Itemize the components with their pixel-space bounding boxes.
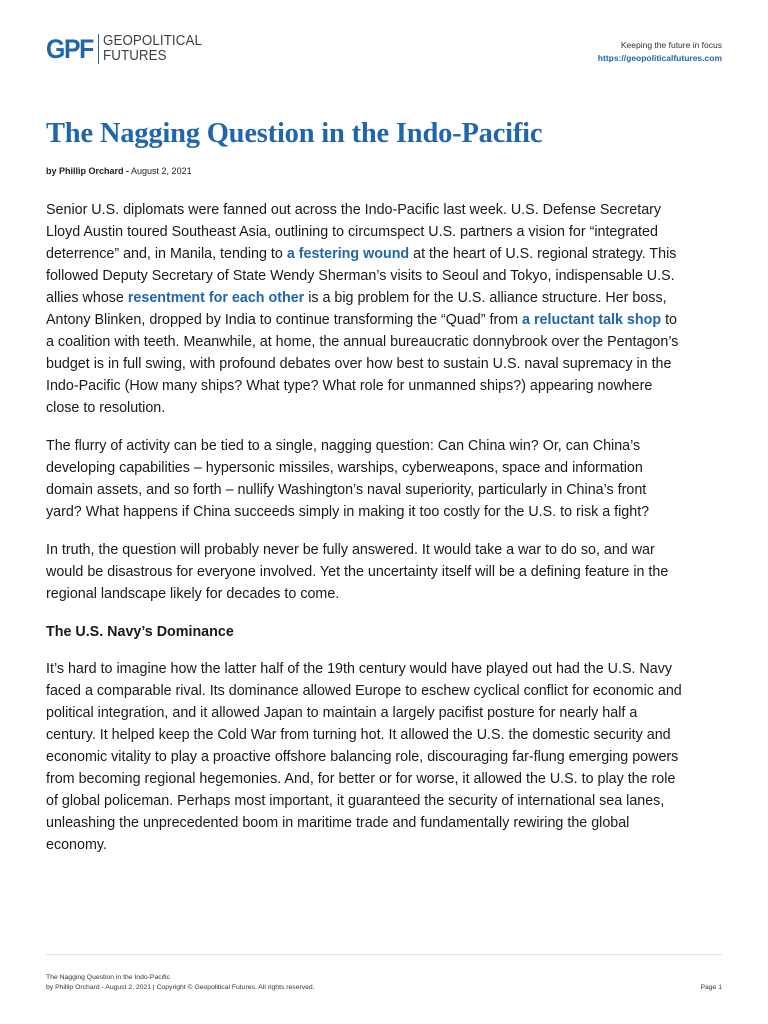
footer-title: The Nagging Question in the Indo-Pacific (46, 974, 170, 981)
article-title: The Nagging Question in the Indo-Pacific (46, 118, 543, 149)
text-line: Indo-Pacific (How many ships? What type? What role for unmanned ships?) appearing nowhere (46, 378, 653, 394)
text-line: regional landscape likely for decades to come. (46, 586, 340, 602)
text-line: yard? What happens if China succeeds simply in making it too costly for the U.S. to risk a fight? (46, 504, 650, 520)
byline-author: by Phillip Orchard - (46, 166, 130, 176)
text-run: at the heart of U.S. regional strategy. This (409, 246, 677, 262)
reluctant-talk-shop-link[interactable]: a reluctant talk shop (522, 312, 662, 328)
paragraph-1 (46, 199, 722, 419)
logo-divider (98, 34, 99, 64)
paragraph-2 (46, 435, 722, 523)
text-line: faced a comparable rival. Its dominance allowed Europe to eschew cyclical conflict for economic and (46, 683, 682, 699)
footer-copyright: by Phillip Orchard - August 2, 2021 | Copyright © Geopolitical Futures. All rights reserved. (46, 984, 315, 991)
footer-divider (46, 954, 722, 955)
page-number: Page 1 (700, 984, 722, 991)
text-run: is a big problem for the U.S. alliance structure. Her boss, (304, 290, 667, 306)
logo-line-1: GEOPOLITICAL (103, 33, 202, 49)
text-line: It’s hard to imagine how the latter half of the 19th century would have played out had the U.S. Navy (46, 661, 672, 677)
text-line: a coalition with teeth. Meanwhile, at home, the annual bureaucratic donnybrook over the Pentagon’s (46, 334, 679, 350)
gpf-logo[interactable] (46, 34, 211, 64)
text-line: In truth, the question will probably never be fully answered. It would take a war to do so, and war (46, 542, 655, 558)
text-line: political integration, and it allowed Japan to maintain a largely pacifist posture for nearly half a (46, 705, 638, 721)
header-tagline (598, 39, 722, 65)
text-line: economic vitality to play a proactive offshore balancing role, discouraging far-flung emerging powers (46, 749, 679, 765)
text-run: allies whose (46, 290, 128, 306)
tagline-text: Keeping the future in focus (620, 40, 722, 50)
page-footer (46, 973, 722, 993)
text-line: Senior U.S. diplomats were fanned out across the Indo-Pacific last week. U.S. Defense Secretary (46, 202, 662, 218)
logo-wordmark (103, 34, 202, 64)
logo-line-2: FUTURES (103, 48, 167, 64)
text-line (46, 243, 722, 265)
site-url-link[interactable]: https://geopoliticalfutures.com (597, 53, 722, 63)
paragraph-4 (46, 658, 722, 856)
festering-wound-link[interactable]: a festering wound (286, 246, 410, 262)
text-line: century. It helped keep the Cold War from turning hot. It allowed the U.S. the domestic security and (46, 727, 671, 743)
byline-date: August 2, 2021 (131, 166, 192, 176)
text-run: deterrence” and, in Manila, tending to (46, 246, 287, 262)
text-line (46, 309, 722, 331)
text-line: of global policeman. Perhaps most important, it guaranteed the security of international sea lanes, (46, 793, 665, 809)
text-line: from becoming regional hegemonies. And, for better or for worse, it allowed the U.S. to play the role (46, 771, 676, 787)
text-line: The flurry of activity can be tied to a single, nagging question: Can China win? Or, can China’s (46, 438, 641, 454)
byline (46, 166, 192, 176)
text-run: Antony Blinken, dropped by India to continue transforming the “Quad” from (46, 312, 523, 328)
text-line: followed Deputy Secretary of State Wendy Sherman’s visits to Seoul and Tokyo, indispensable U.S. (46, 268, 675, 284)
text-line: economy. (46, 837, 107, 853)
resentment-link[interactable]: resentment for each other (127, 290, 305, 306)
text-line: would be disastrous for everyone involved. Yet the uncertainty itself will be a defining feature in the (46, 564, 669, 580)
page-header (46, 34, 722, 74)
section-heading: The U.S. Navy’s Dominance (46, 624, 234, 640)
paragraph-3 (46, 539, 722, 605)
text-line: unleashing the unprecedented boom in maritime trade and fundamentally rewiring the global (46, 815, 630, 831)
article-body (46, 199, 722, 872)
text-line: Lloyd Austin toured Southeast Asia, outlining to circumspect U.S. partners a vision for “integrated (46, 224, 658, 240)
text-line: domain assets, and so forth – nullify Washington’s naval superiority, particularly in China’s front (46, 482, 647, 498)
text-run: to (661, 312, 677, 328)
text-line: developing capabilities – hypersonic missiles, warships, cyberweapons, space and information (46, 460, 643, 476)
text-line (46, 287, 722, 309)
text-line: budget is in full swing, with profound debates over how best to sustain U.S. naval supremacy in the (46, 356, 672, 372)
logo-mark: GPF (46, 33, 93, 64)
text-line: close to resolution. (46, 400, 166, 416)
